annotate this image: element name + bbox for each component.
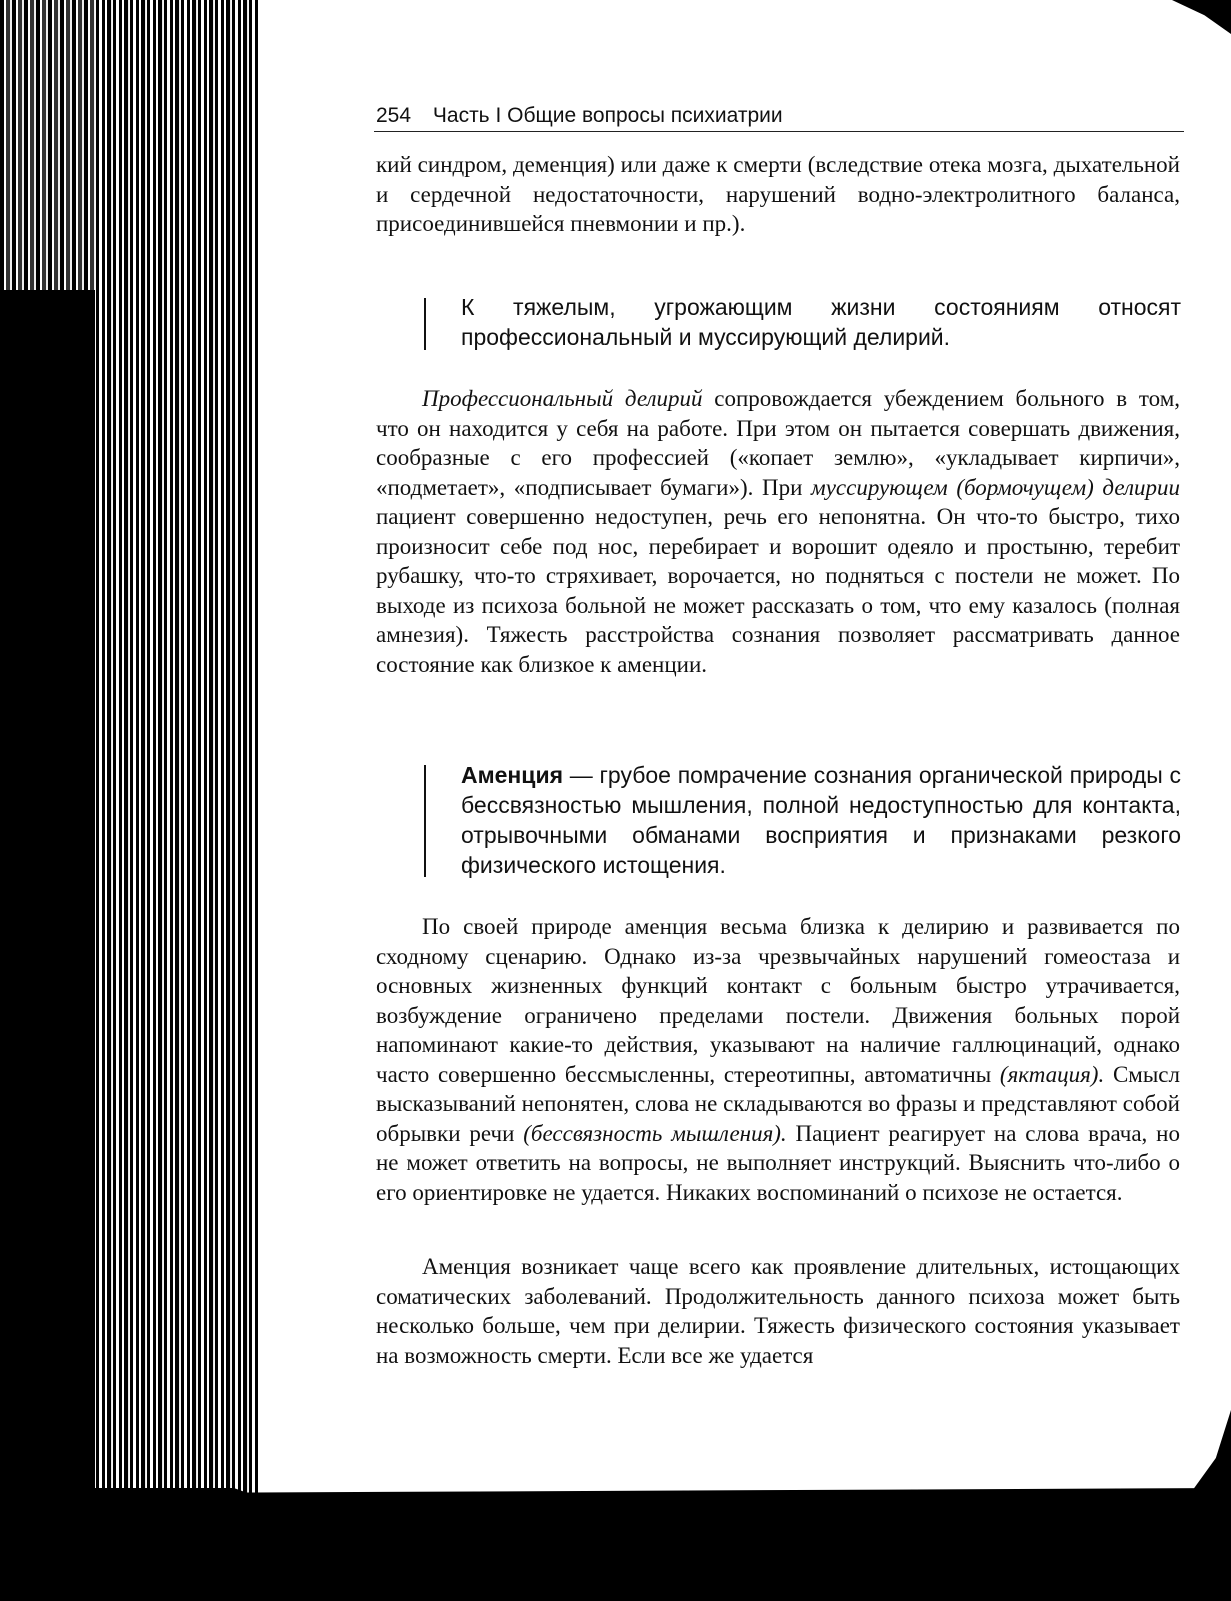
page-number: 254 xyxy=(376,104,412,127)
header-rule xyxy=(374,131,1184,132)
book-edge-pages xyxy=(0,0,95,290)
paragraph-3-text-a: По своей природе аменция весьма близка к делирию и развивается по сходному сценарию. Однако из-за чрезвычайных нарушений гомеостаза и основных жизненных функций контакт с больным быстро утрачивается, возбуждение ограничено пределами постели. Движения больных порой напоминают какие-то действия, указывают на наличие галлюцинаций, однако часто совершенно бессмысленны, стереотипны, автоматичны xyxy=(376,914,1180,1087)
callout-bar-2 xyxy=(424,765,426,877)
term-incoherent-thinking: (бессвязность мышления). xyxy=(523,1120,787,1146)
callout-2-text: — грубое помрачение сознания органической природы с бессвязностью мышления, полной недоступностью для контакта, отрывочными обманами восприятия и признаками резкого физического истощения. xyxy=(461,762,1181,878)
running-head xyxy=(376,104,846,128)
callout-1: К тяжелым, угрожающим жизни состояниям относят профессиональный и муссирующий делирий. xyxy=(461,294,1181,350)
paragraph-3-text-c: Пациент реагирует на слова врача, но не может ответить на вопросы, не выполняет инструкций. Выяснить что-либо о его ориентировке не удается. Никаких воспоминаний о психозе не остается. xyxy=(376,1120,1180,1205)
term-amentia: Аменция xyxy=(461,762,564,788)
callout-2 xyxy=(461,760,1181,880)
paragraph-2-text-a: сопровождается убеждением больного в том, что он находится у себя на работе. При этом он пытается совершать движения, сообразные с его профессией («копает землю», «укладывает кирпичи», «подметает», «подписывает бумаги»). При xyxy=(376,386,1180,500)
term-mussitating-delirium: муссирующем (бормочущем) делирии xyxy=(811,474,1180,500)
paragraph-2 xyxy=(376,384,1180,679)
paragraph-3 xyxy=(376,912,1180,1207)
running-title: Часть I Общие вопросы психиатрии xyxy=(432,104,783,127)
paragraph-1: кий синдром, деменция) или даже к смерти (вследствие отека мозга, дыхательной и сердечной недостаточности, нарушений водно-электролитного баланса, присоединившейся пневмонии и пр.). xyxy=(376,152,1180,236)
callout-bar-1 xyxy=(424,298,426,350)
term-professional-delirium: Профессиональный делирий xyxy=(422,386,703,411)
term-jactation: (яктация). xyxy=(999,1061,1105,1087)
bottom-shadow xyxy=(0,1488,1231,1601)
paragraph-3-text-b: Смысл высказываний непонятен, слова не складываются во фразы и представляют собой обрывки речи xyxy=(376,1061,1180,1146)
paragraph-4: Аменция возникает чаще всего как проявление длительных, истощающих соматических заболеваний. Продолжительность данного психоза может быть несколько больше, чем при делирии. Тяжесть физического состояния указывает на возможность смерти. Если все же удается xyxy=(376,1254,1180,1368)
paragraph-2-text-b: пациент совершенно недоступен, речь его непонятна. Он что-то быстро, тихо произносит себе под нос, перебирает и ворошит одеяло и простыню, теребит рубашку, что-то стряхивает, ворочается, но подняться с постели не может. По выходе из психоза больной не может рассказать о том, что ему казалось (полная амнезия). Тяжесть расстройства сознания позволяет рассматривать данное состояние как близкое к аменции. xyxy=(376,504,1180,677)
